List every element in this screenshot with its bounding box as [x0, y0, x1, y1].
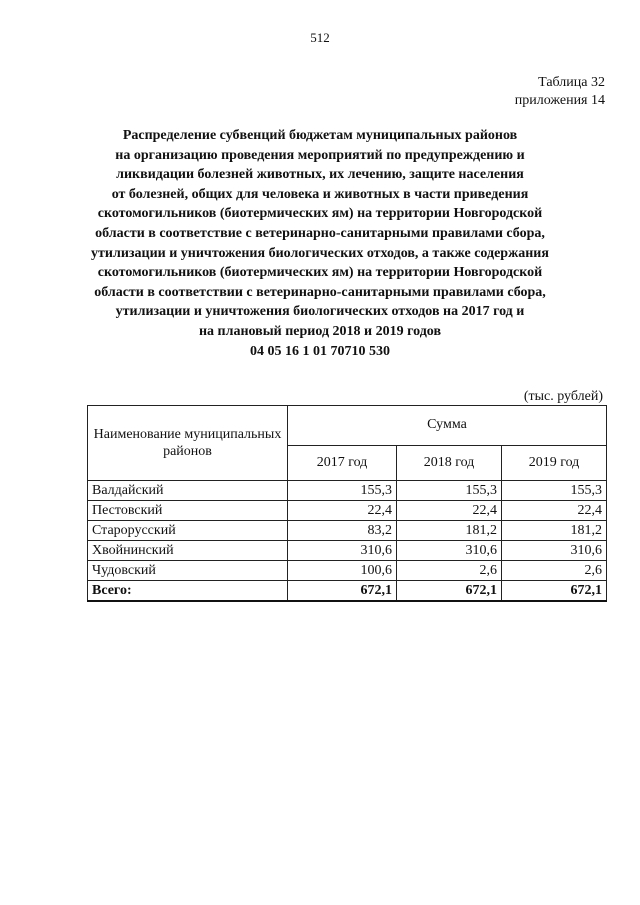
column-header-sum: Сумма — [288, 406, 607, 446]
amount-2017: 83,2 — [288, 521, 397, 541]
units-label: (тыс. рублей) — [523, 389, 603, 404]
title-line: области в соответствие с ветеринарно-санитарными правилами сбора, — [95, 225, 545, 241]
page-number: 512 — [310, 30, 330, 45]
total-2019: 672,1 — [502, 581, 607, 602]
title-line: области в соответствии с ветеринарно-санитарными правилами сбора, — [94, 284, 546, 300]
total-label: Всего: — [88, 581, 288, 602]
title-line: утилизации и уничтожения биологических отходов на 2017 год и — [115, 304, 525, 320]
district-name: Валдайский — [88, 481, 288, 501]
column-header-year-2017: 2017 год — [288, 445, 397, 480]
table-row — [88, 561, 607, 581]
column-header-year-2018: 2018 год — [397, 445, 502, 480]
table-row — [88, 521, 607, 541]
title-line: от болезней, общих для человека и животных в части приведения — [111, 186, 529, 202]
amount-2018: 2,6 — [397, 561, 502, 581]
table-row — [88, 481, 607, 501]
title-line: скотомогильников (биотермических ям) на территории Новгородской — [97, 265, 543, 281]
table-reference — [515, 74, 605, 110]
amount-2017: 310,6 — [288, 541, 397, 561]
total-2017: 672,1 — [288, 581, 397, 602]
amount-2018: 181,2 — [397, 521, 502, 541]
amount-2018: 155,3 — [397, 481, 502, 501]
table-row — [88, 541, 607, 561]
title-line: на организацию проведения мероприятий по предупреждению и — [115, 147, 525, 163]
title-line: скотомогильников (биотермических ям) на территории Новгородской — [97, 206, 543, 222]
district-name: Чудовский — [88, 561, 288, 581]
amount-2019: 310,6 — [502, 541, 607, 561]
total-row — [88, 581, 607, 602]
total-2018: 672,1 — [397, 581, 502, 602]
column-header-year-2019: 2019 год — [502, 445, 607, 480]
column-header-name: Наименование муниципальных районов — [88, 406, 288, 481]
amount-2019: 155,3 — [502, 481, 607, 501]
document-title — [70, 126, 570, 361]
district-name: Пестовский — [88, 501, 288, 521]
amount-2017: 100,6 — [288, 561, 397, 581]
amount-2019: 2,6 — [502, 561, 607, 581]
amount-2018: 22,4 — [397, 501, 502, 521]
title-line: на плановый период 2018 и 2019 годов — [198, 323, 442, 339]
table-row — [88, 501, 607, 521]
district-name: Старорусский — [88, 521, 288, 541]
district-name: Хвойнинский — [88, 541, 288, 561]
title-line: ликвидации болезней животных, их лечению, защите населения — [116, 167, 524, 183]
budget-classification-code: 04 05 16 1 01 70710 530 — [250, 343, 390, 359]
amount-2018: 310,6 — [397, 541, 502, 561]
table-ref-line1: Таблица 32 — [538, 75, 605, 90]
subvention-table — [87, 405, 607, 602]
amount-2019: 181,2 — [502, 521, 607, 541]
title-line: Распределение субвенций бюджетам муниципальных районов — [122, 128, 518, 143]
amount-2017: 22,4 — [288, 501, 397, 521]
amount-2017: 155,3 — [288, 481, 397, 501]
amount-2019: 22,4 — [502, 501, 607, 521]
table-ref-line2: приложения 14 — [514, 93, 605, 108]
title-line: утилизации и уничтожения биологических отходов, а также содержания — [91, 245, 549, 261]
